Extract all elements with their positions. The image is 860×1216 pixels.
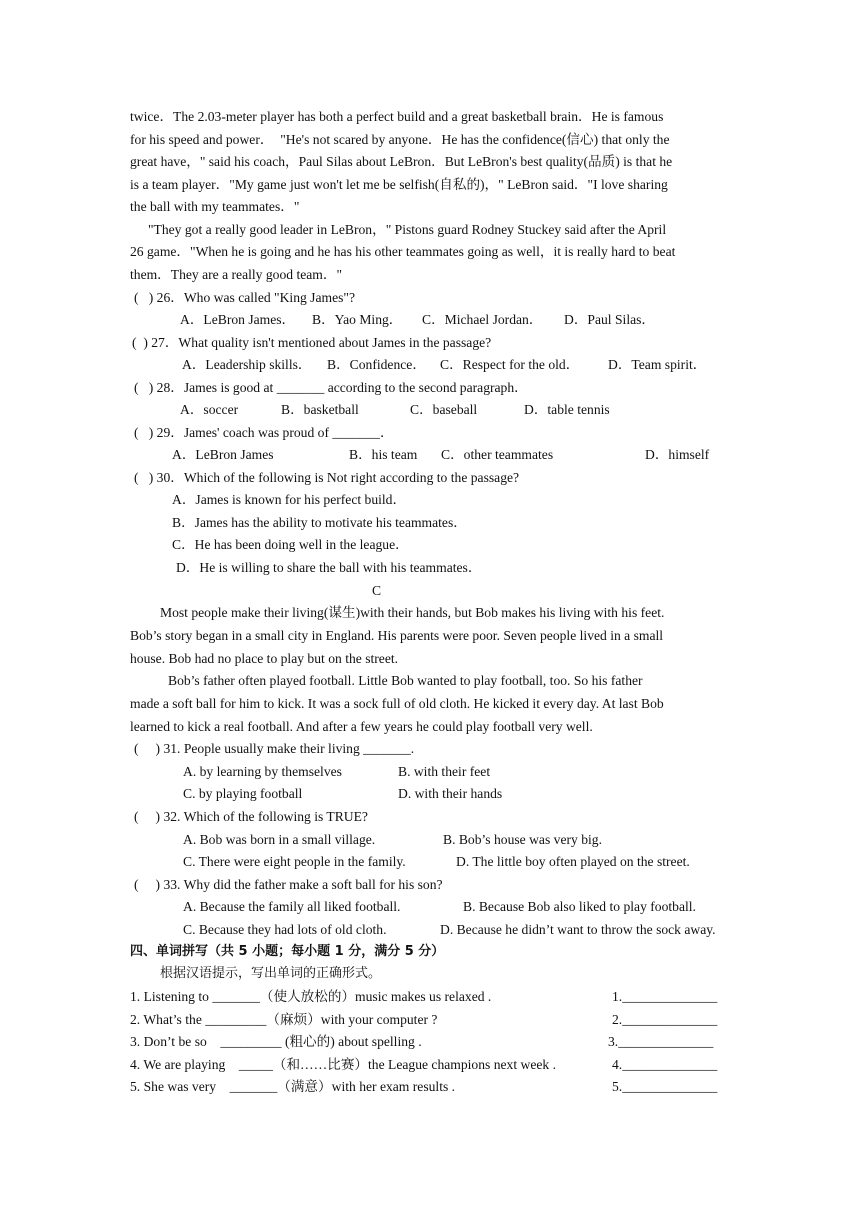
option: B. Bob’s house was very big.	[443, 832, 602, 847]
option: D．himself	[645, 447, 710, 462]
passage-b-line: is a team player．"My game just won't let me be selfish(自私的)，" LeBron said．"I love sharing	[130, 177, 668, 192]
question-stem: ( ) 29．James' coach was proud of _______．	[134, 425, 394, 440]
passage-b-line: "They got a really good leader in LeBron，" Pistons guard Rodney Stuckey said after the April	[148, 222, 667, 237]
question-stem: ( ) 28．James is good at _______ according to the second paragraph．	[134, 380, 528, 395]
option: B．his team	[349, 447, 418, 462]
question-stem: ( ) 27．What quality isn't mentioned about James in the passage?	[132, 335, 492, 350]
option: C. Because they had lots of old cloth.	[183, 922, 387, 937]
option: C．He has been doing well in the league．	[172, 537, 409, 552]
question-stem: ( ) 26．Who was called "King James"?	[134, 290, 355, 305]
option: C. There were eight people in the family.	[183, 854, 406, 869]
option: D. The little boy often played on the street.	[456, 854, 690, 869]
spelling-item: 1. Listening to _______（使人放松的）music makes us relaxed .	[130, 989, 492, 1004]
answer-blank: 1.______________	[612, 989, 718, 1004]
passage-b-line: 26 game．"When he is going and he has his other teammates going as well，it is really hard to beat	[130, 244, 676, 259]
option: A．LeBron James．	[180, 312, 296, 327]
passage-c-line: Bob’s story began in a small city in England. His parents were poor. Seven people lived in a small	[130, 628, 664, 643]
answer-blank: 3.______________	[608, 1034, 714, 1049]
passage-c-line: house. Bob had no place to play but on the street.	[130, 651, 399, 666]
option: A．LeBron James	[172, 447, 274, 462]
passage-c-line: made a soft ball for him to kick. It was a sock full of old cloth. He kicked it every day. At last Bob	[130, 696, 664, 711]
passage-c-line: learned to kick a real football. And after a few years he could play football very well.	[130, 719, 593, 734]
spelling-item: 2. What’s the _________（麻烦）with your computer ?	[130, 1012, 438, 1027]
question-stem: ( ) 32. Which of the following is TRUE?	[134, 809, 368, 824]
option: A．James is known for his perfect build．	[172, 492, 407, 507]
passage-b-line: twice．The 2.03-meter player has both a perfect build and a great basketball brain．He is famous	[130, 109, 664, 124]
option: B．basketball	[281, 402, 359, 417]
question-stem: ( ) 33. Why did the father make a soft ball for his son?	[134, 877, 443, 892]
option: C．other teammates	[441, 447, 554, 462]
option: D．He is willing to share the ball with his teammates．	[176, 560, 482, 575]
option: A．Leadership skills．	[182, 357, 312, 372]
passage-b-line: for his speed and power． "He's not scared by anyone．He has the confidence(信心) that only the	[130, 132, 670, 147]
spelling-item: 5. She was very _______（满意）with her exam results .	[130, 1079, 456, 1094]
option: A．soccer	[180, 402, 239, 417]
spelling-item: 4. We are playing _____（和……比赛）the League champions next week .	[130, 1057, 556, 1072]
answer-blank: 2.______________	[612, 1012, 718, 1027]
option: C．Respect for the old．	[440, 357, 580, 372]
option: D. with their hands	[398, 786, 503, 801]
option: A. Bob was born in a small village.	[183, 832, 376, 847]
option: D．Paul Silas．	[564, 312, 656, 327]
answer-blank: 4.______________	[612, 1057, 718, 1072]
passage-b-line: great have，" said his coach，Paul Silas about LeBron．But LeBron's best quality(品质) is that he	[130, 154, 673, 169]
option: B．Confidence．	[327, 357, 426, 372]
option: B．Yao Ming．	[312, 312, 403, 327]
option: B．James has the ability to motivate his teammates．	[172, 515, 467, 530]
section-heading: 四、单词拼写（共 5 小题；每小题 1 分，满分 5 分）	[130, 944, 445, 959]
option: A. Because the family all liked football.	[183, 899, 401, 914]
option: D．Team spirit．	[608, 357, 707, 372]
option: A. by learning by themselves	[183, 764, 342, 779]
option: C．Michael Jordan．	[422, 312, 543, 327]
passage-label: C	[372, 583, 382, 598]
section-instruction: 根据汉语提示，写出单词的正确形式。	[160, 966, 382, 981]
option: D．table tennis	[524, 402, 610, 417]
passage-c-line: Most people make their living(谋生)with their hands, but Bob makes his living with his feet.	[160, 605, 665, 620]
answer-blank: 5.______________	[612, 1079, 718, 1094]
option: C. by playing football	[183, 786, 303, 801]
passage-b-line: them．They are a really good team．"	[130, 267, 343, 282]
option: D. Because he didn’t want to throw the sock away.	[440, 922, 716, 937]
option: B. with their feet	[398, 764, 491, 779]
question-stem: ( ) 30．Which of the following is Not right according to the passage?	[134, 470, 520, 485]
spelling-item: 3. Don’t be so _________ (粗心的) about spelling .	[130, 1034, 422, 1049]
option: B. Because Bob also liked to play football.	[463, 899, 696, 914]
question-stem: ( ) 31. People usually make their living _______.	[134, 741, 415, 756]
passage-c-line: Bob’s father often played football. Little Bob wanted to play football, too. So his father	[168, 673, 643, 688]
option: C．baseball	[410, 402, 478, 417]
passage-b-line: the ball with my teammates．"	[130, 199, 300, 214]
